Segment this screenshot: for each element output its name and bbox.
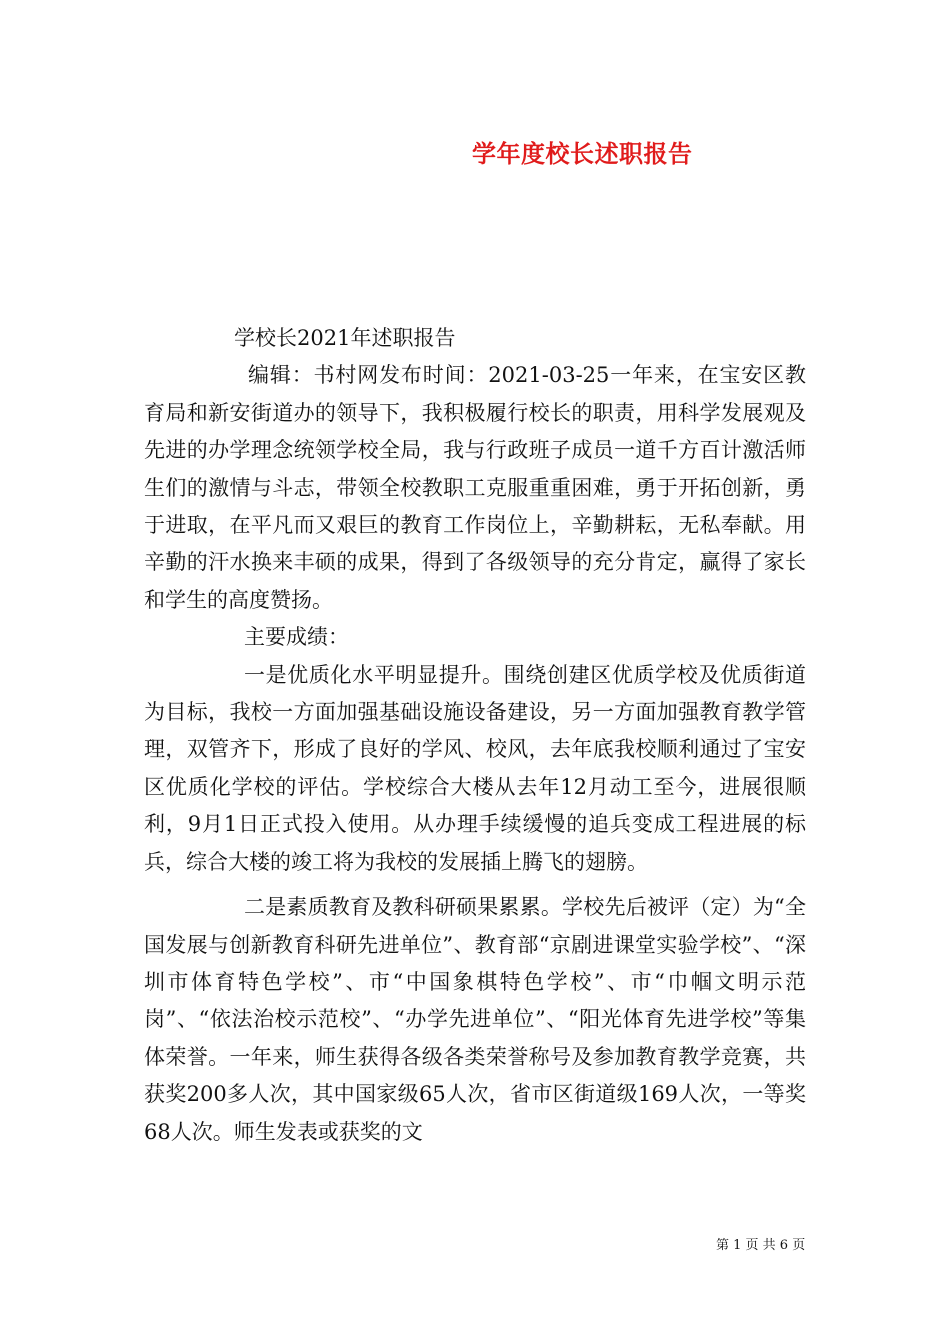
paragraph-achievement-two: 二是素质教育及教科研硕果累累。学校先后被评（定）为“全国发展与创新教育科研先进单位”、教育部“京剧进课堂实验学校”、“深圳市体育特色学校”、市“中国象棋特色学校”、市“巾帼文明示范岗”、“依法治校示范校”、“办学先进单位”、“阳光体育先进学校”等集体荣誉。一年来，师生获得各级各类荣誉称号及参加教育教学竞赛，共获奖200多人次，其中国家级65人次，省市区街道级169人次，一等奖68人次。师生发表或获奖的文	[144, 895, 806, 1144]
paragraph-achievement-one: 一是优质化水平明显提升。围绕创建区优质学校及优质街道为目标，我校一方面加强基础设施设备建设，另一方面加强教育教学管理，双管齐下，形成了良好的学风、校风，去年底我校顺利通过了宝安区优质化学校的评估。学校综合大楼从去年12月动工至今，进展很顺利，9月1日正式投入使用。从办理手续缓慢的追兵变成工程进展的标兵，综合大楼的竣工将为我校的发展插上腾飞的翅膀。	[144, 662, 806, 874]
paragraph-achievements-heading: 主要成绩：	[244, 625, 349, 650]
document-title: 学年度校长述职报告	[472, 139, 693, 168]
paragraph-intro: 编辑：书村网发布时间：2021-03-25一年来，在宝安区教育局和新安街道办的领导下，我积极履行校长的职责，用科学发展观及先进的办学理念统领学校全局，我与行政班子成员一道千方百计激活师生们的激情与斗志，带领全校教职工克服重重困难，勇于开拓创新，勇于进取，在平凡而又艰巨的教育工作岗位上，辛勤耕耘，无私奉献。用辛勤的汗水换来丰硕的成果，得到了各级领导的充分肯定，赢得了家长和学生的高度赞扬。	[144, 363, 806, 612]
document-body	[144, 320, 806, 1151]
page-number-footer: 第 1 页 共 6 页	[716, 1238, 806, 1253]
document-subtitle: 学校长2021年述职报告	[234, 326, 456, 350]
